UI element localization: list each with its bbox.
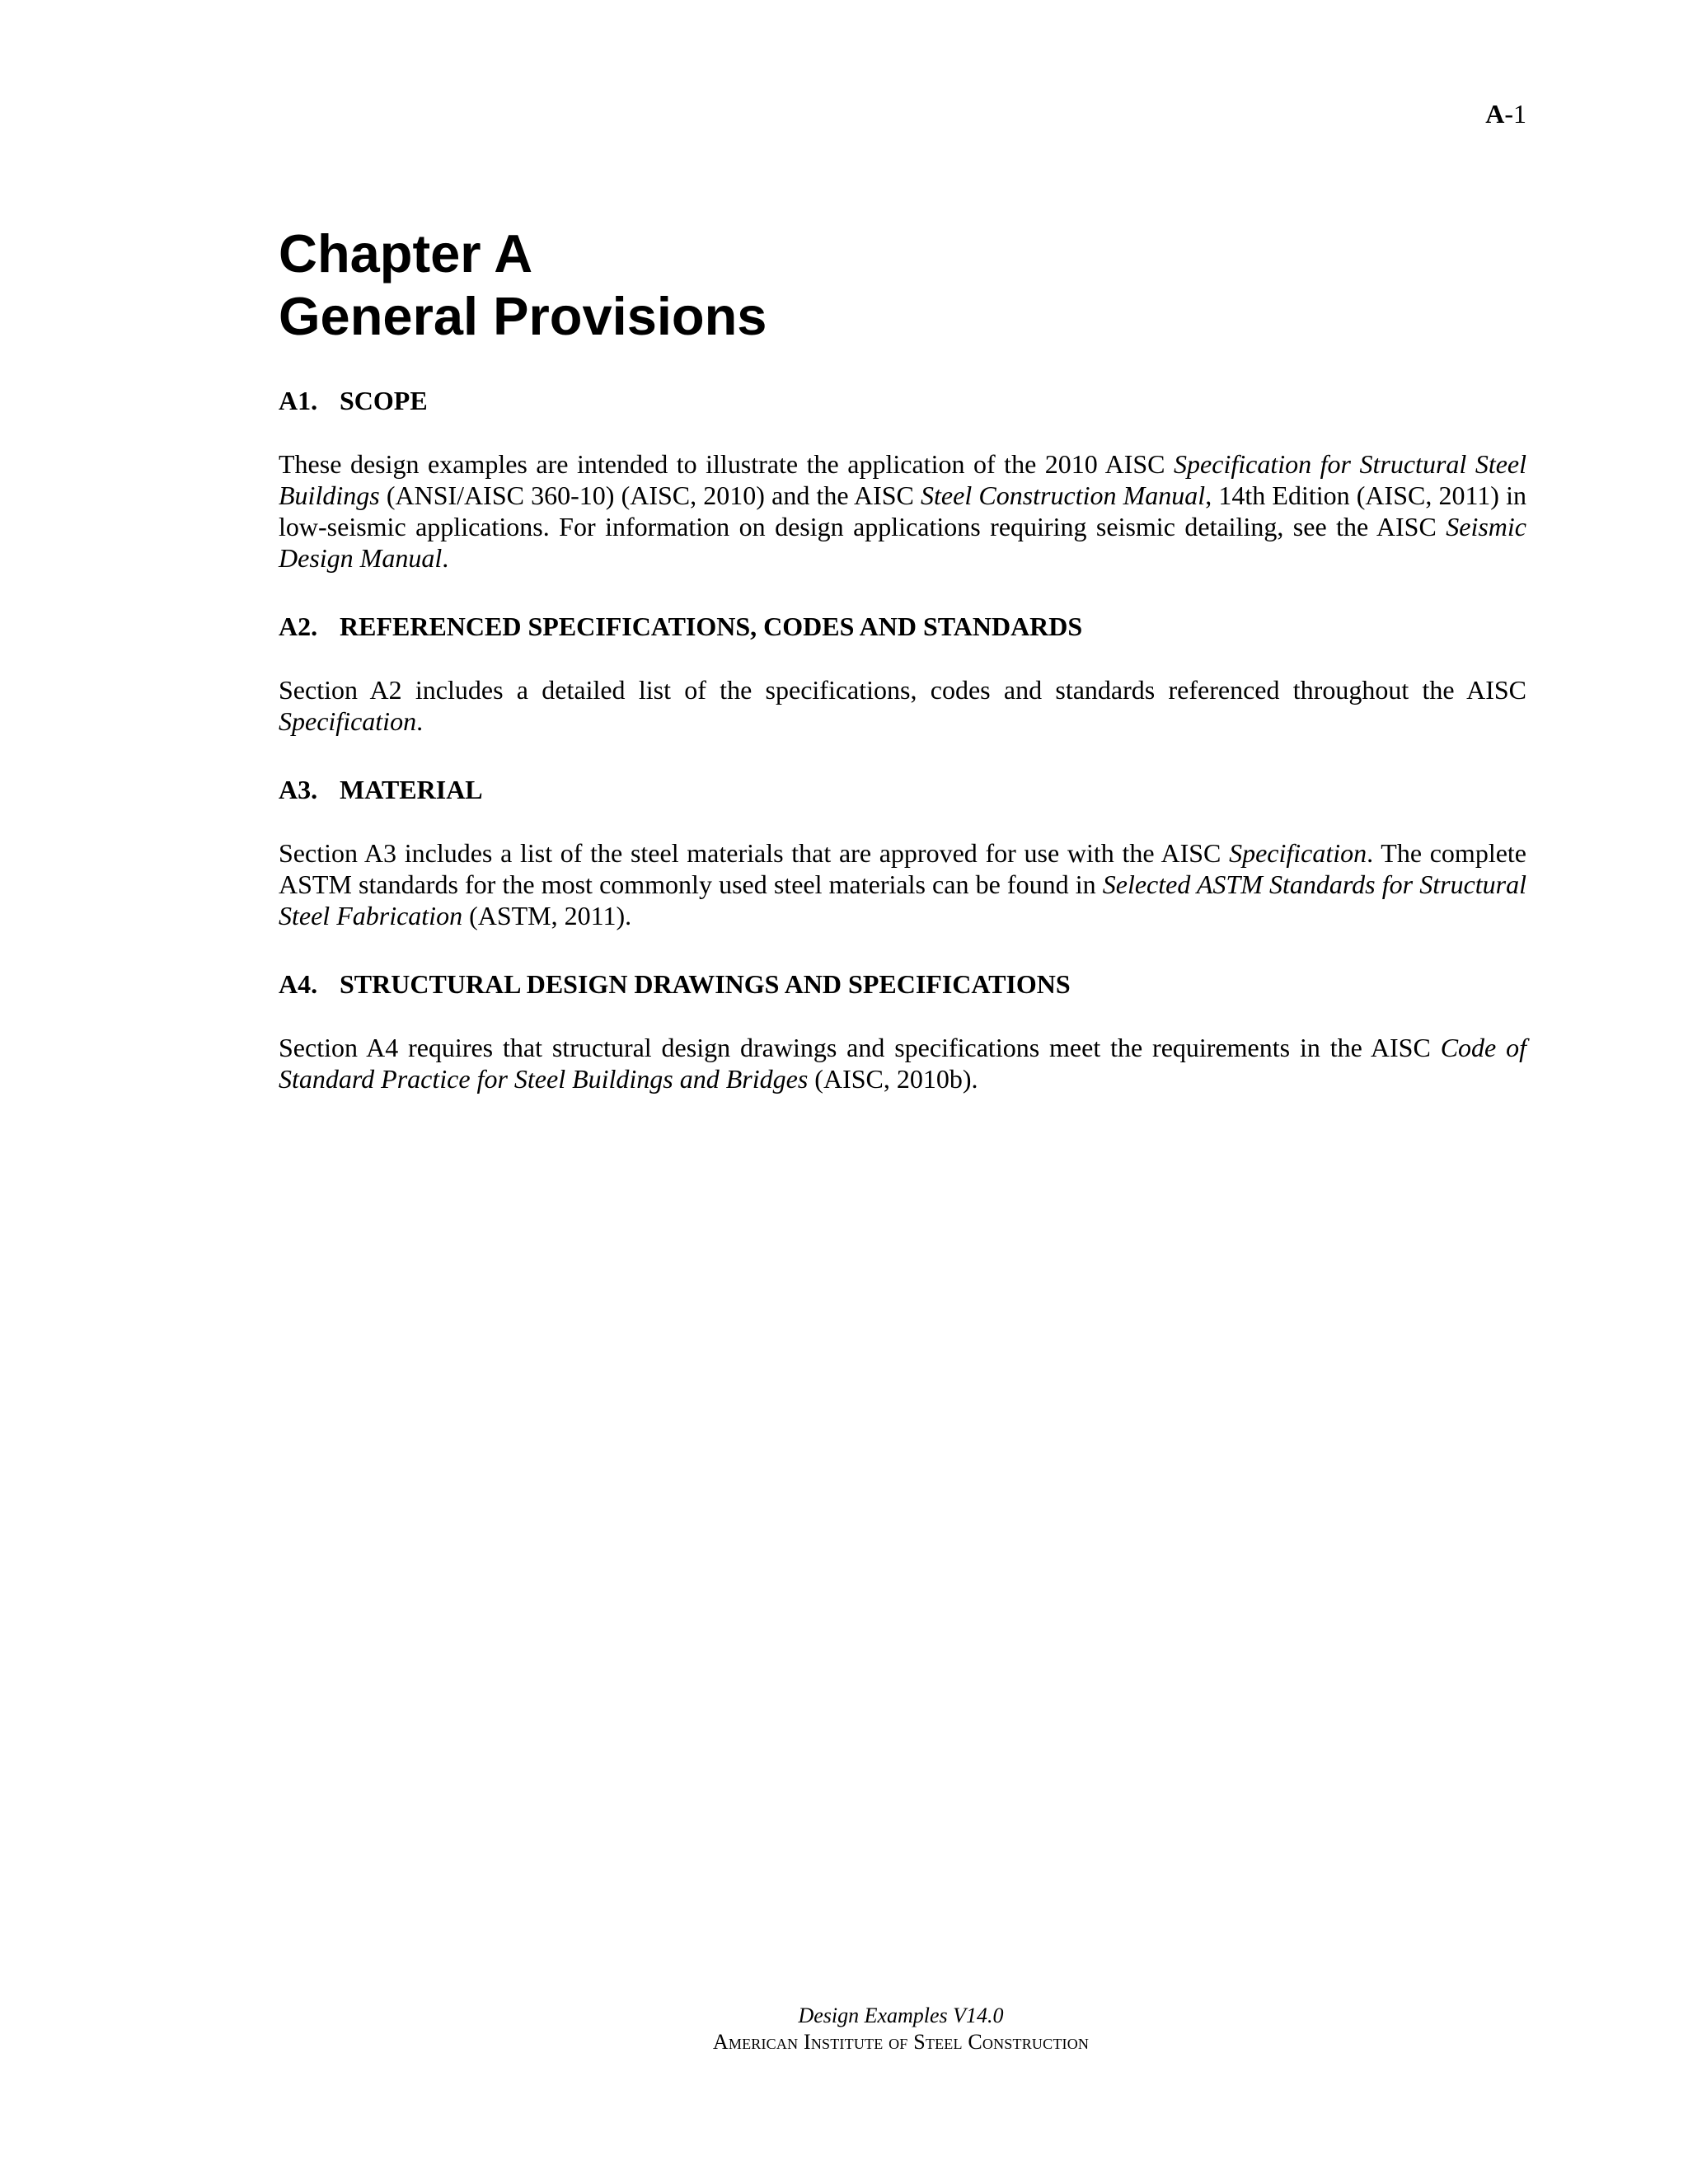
section-title: SCOPE: [340, 386, 428, 415]
italic-text-run: Specification: [279, 706, 417, 736]
page-content: [279, 223, 1526, 1094]
text-run: (AISC, 2010b).: [808, 1064, 978, 1094]
section-title: REFERENCED SPECIFICATIONS, CODES AND STANDARDS: [340, 612, 1083, 641]
page-footer: [0, 2003, 1688, 2055]
chapter-title-line2: General Provisions: [279, 286, 767, 346]
page-number-prefix: A: [1485, 99, 1505, 129]
text-run: , 14th Edition (AISC, 2011) in low-seismic applications. For information on design applications requiring seismic detailing, see the AISC: [279, 480, 1526, 541]
text-run: Section A2 includes a detailed list of the specifications, codes and standards referenced throughout the AISC: [279, 675, 1526, 705]
text-run: . The complete ASTM standards for the most commonly used steel materials can be found in: [279, 838, 1527, 899]
section-number: A3.: [279, 775, 318, 804]
section-title: STRUCTURAL DESIGN DRAWINGS AND SPECIFICATIONS: [340, 969, 1071, 999]
section-a2: [279, 610, 1526, 737]
section-heading: [279, 384, 1526, 417]
text-run: Section A3 includes a list of the steel materials that are approved for use with the AISC: [279, 838, 1230, 868]
section-a4: [279, 968, 1526, 1094]
chapter-title-line1: Chapter A: [279, 223, 533, 284]
text-run: .: [442, 543, 449, 573]
italic-text-run: Specification for Structural Steel Buildings: [279, 449, 1527, 510]
section-number: A2.: [279, 612, 318, 641]
section-title: MATERIAL: [340, 775, 483, 804]
section-a3: [279, 773, 1526, 931]
footer-publisher: American Institute of Steel Construction: [712, 2030, 1090, 2054]
section-paragraph: [279, 1032, 1526, 1094]
text-run: (ANSI/AISC 360-10) (AISC, 2010) and the AISC: [379, 480, 921, 510]
text-run: These design examples are intended to illustrate the application of the 2010 AISC: [279, 449, 1175, 479]
italic-text-run: Steel Construction Manual: [921, 480, 1206, 510]
page-number: [1485, 97, 1526, 130]
italic-text-run: Code of Standard Practice for Steel Buildings and Bridges: [279, 1033, 1527, 1094]
page-number-suffix: -1: [1504, 99, 1526, 129]
italic-text-run: Selected ASTM Standards for Structural Steel Fabrication: [279, 869, 1527, 930]
footer-publication-title: Design Examples V14.0: [798, 2004, 1004, 2027]
section-paragraph: [279, 837, 1526, 931]
section-heading: [279, 968, 1526, 1001]
italic-text-run: Seismic Design Manual: [279, 512, 1526, 573]
section-heading: [279, 773, 1526, 806]
chapter-title: [279, 223, 1526, 348]
section-paragraph: [279, 448, 1526, 574]
section-number: A4.: [279, 969, 318, 999]
text-run: Section A4 requires that structural design drawings and specifications meet the requirements in the AISC: [279, 1033, 1441, 1062]
text-run: (ASTM, 2011).: [462, 901, 632, 930]
section-number: A1.: [279, 386, 318, 415]
italic-text-run: Specification: [1229, 838, 1367, 868]
section-a1: [279, 384, 1526, 574]
text-run: .: [416, 706, 424, 736]
section-heading: [279, 610, 1526, 643]
section-paragraph: [279, 674, 1526, 737]
